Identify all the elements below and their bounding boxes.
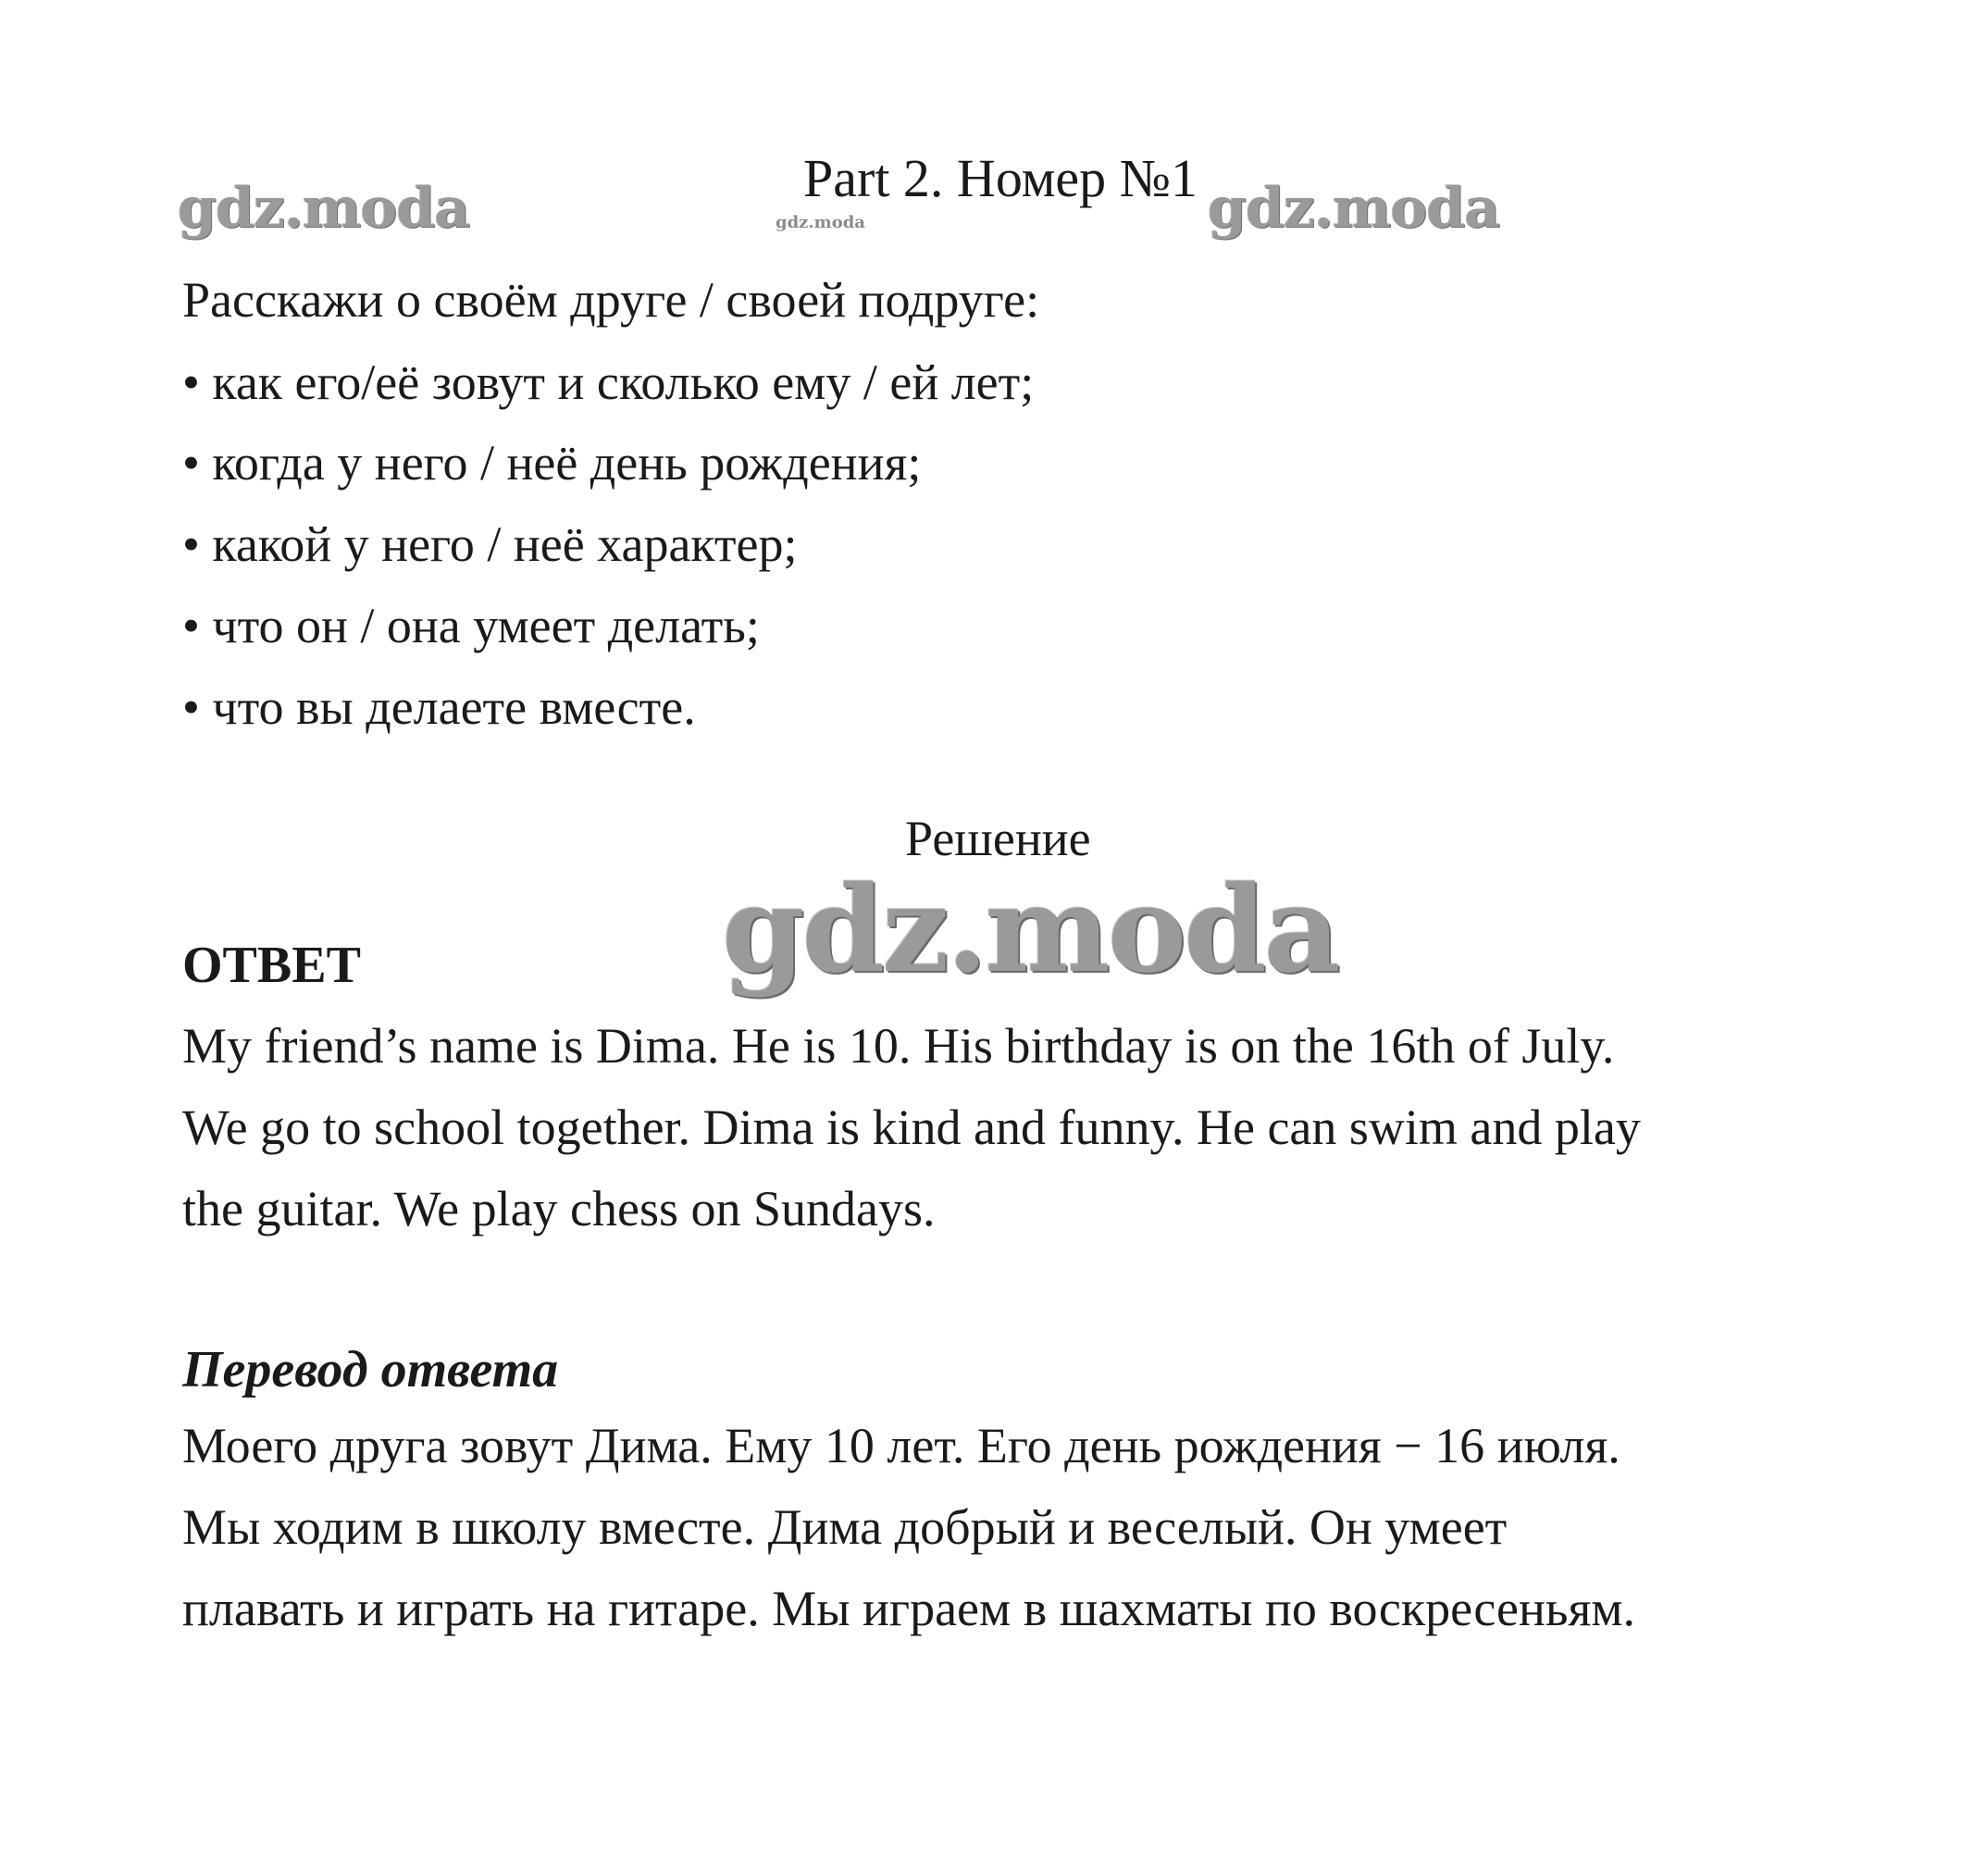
page-title: Part 2. Номер №1 [803,148,1198,208]
task-bullet: • как его/её зовут и сколько ему / ей лет; [182,354,1035,410]
task-bullet: • какой у него / неё характер; [182,516,798,572]
watermark-logo-right: gdz.moda [1208,176,1500,241]
watermark-logo-small: gdz.moda [776,213,865,232]
answer-text [182,1005,1848,1249]
translation-heading: Перевод ответа [182,1341,559,1398]
answer-heading: ОТВЕТ [182,937,361,994]
translation-line: плавать и играть на гитаре. Мы играем в шахматы по воскресеньям. [182,1581,1636,1636]
watermark-logo-large: gdz.moda [722,861,1338,1000]
solution-heading: Решение [905,811,1091,866]
answer-line: My friend’s name is Dima. He is 10. His birthday is on the 16th of July. [182,1018,1615,1074]
answer-line: We go to school together. Dima is kind and funny. He can swim and play [182,1100,1641,1155]
answer-line: the guitar. We play chess on Sundays. [182,1181,936,1236]
task-bullet: • что вы делаете вместе. [182,679,696,735]
task-bullet: • когда у него / неё день рождения; [182,435,922,491]
watermark-logo-left: gdz.moda [178,176,470,241]
task-bullet: • что он / она умеет делать; [182,598,760,653]
translation-line: Моего друга зовут Дима. Ему 10 лет. Его день рождения − 16 июля. [182,1418,1620,1473]
translation-text [182,1405,1848,1649]
translation-line: Мы ходим в школу вместе. Дима добрый и веселый. Он умеет [182,1499,1508,1555]
task-intro: Расскажи о своём друге / своей подруге: [182,272,1040,328]
